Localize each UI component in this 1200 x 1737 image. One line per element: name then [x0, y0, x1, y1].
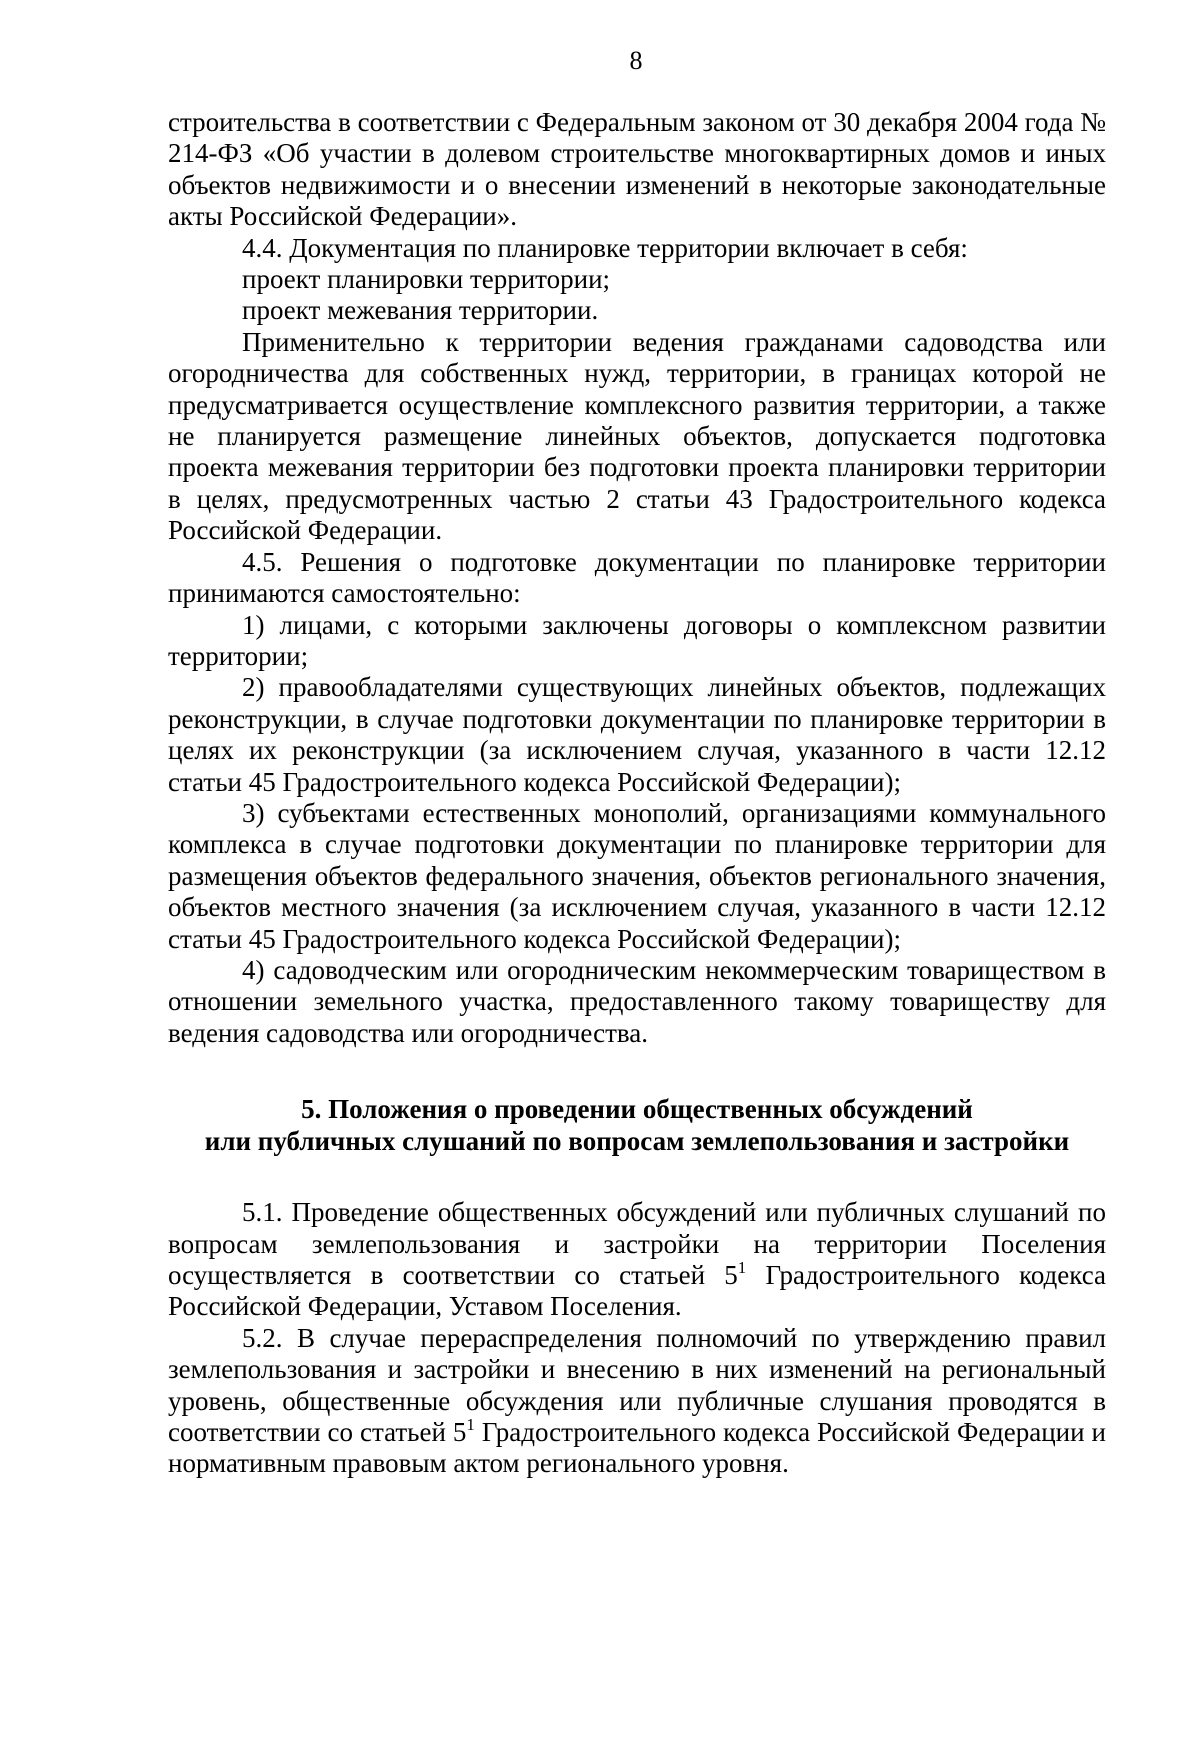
paragraph-5-2: [168, 1323, 1106, 1480]
list-item-1: 1) лицами, с которыми заключены договоры о комплексном развитии территории;: [168, 609, 1106, 671]
paragraph-gardening: Применительно к территории ведения гражданами садоводства или огородничества для собственных нужд, территории, в границах которой не предусматривается осуществление комплексного развития территории, а также не планируется размещение линейных объектов, допускается подготовка проекта межевания территории без подготовки проекта планировки территории в целях, предусмотренных частью 2 статьи 43 Градостроительного кодекса Российской Федерации.: [168, 326, 1106, 546]
paragraph-4-4: 4.4. Документация по планировке территории включает в себя:: [242, 232, 968, 263]
list-item-2: 2) правообладателями существующих линейных объектов, подлежащих реконструкции, в случае подготовки документации по планировке территории в целях их реконструкции (за исключением случая, указанного в части 12.12 статьи 45 Градостроительного кодекса Российской Федерации);: [168, 672, 1106, 797]
list-item-3: 3) субъектами естественных монополий, организациями коммунального комплекса в случае подготовки документации по планировке территории для размещения объектов федерального значения, объектов регионального значения, объектов местного значения (за исключением случая, указанного в части 12.12 статьи 45 Градостроительного кодекса Российской Федерации);: [168, 797, 1106, 954]
superscript: 1: [737, 1258, 747, 1277]
paragraph-5-1-tail: Градостроительного кодекса Российской Федерации, Уставом Поселения.: [168, 1260, 1107, 1322]
paragraph-5-2-lead: 5.2. В случае перераспределения полномочий по утверждению правил землепользования и застройки и внесению в них изменений на региональный уровень, общественные обсуждения или публичные слушания проводятся в соответствии со статьей 5: [168, 1322, 1106, 1448]
section-heading-line-1: 5. Положения о проведении общественных обсуждений: [301, 1094, 973, 1125]
list-item-4: 4) садоводческим или огородническим некоммерческим товариществом в отношении земельного участка, предоставленного такому товариществу для ведения садоводства или огородничества.: [168, 954, 1106, 1048]
paragraph-4-5: 4.5. Решения о подготовке документации по планировке территории принимаются самостоятельно:: [168, 546, 1106, 609]
section-heading: [168, 1093, 1106, 1157]
section-heading-line-2: или публичных слушаний по вопросам землепользования и застройки: [204, 1126, 1070, 1157]
superscript: 1: [466, 1415, 475, 1435]
paragraph-planning-project: проект планировки территории;: [242, 264, 611, 295]
paragraph-5-1-lead: 5.1. Проведение общественных обсуждений или публичных слушаний по вопросам землепользования и застройки на территории Поселения осуществляется в соответствии со статьей 5: [168, 1197, 1106, 1290]
paragraph-5-2-tail: Градостроительного кодекса Российской Федерации и нормативным правовым актом регионального уровня.: [168, 1417, 1106, 1479]
paragraph-continuation: строительства в соответствии с Федеральным законом от 30 декабря 2004 года № 214-ФЗ «Об участии в долевом строительстве многоквартирных домов и иных объектов недвижимости и о внесении изменений в некоторые законодательные акты Российской Федерации».: [168, 107, 1106, 232]
page-number: 8: [629, 46, 643, 75]
paragraph-5-1: [168, 1197, 1106, 1323]
document-body: [168, 107, 1106, 1480]
paragraph-surveying-project: проект межевания территории.: [242, 295, 599, 326]
